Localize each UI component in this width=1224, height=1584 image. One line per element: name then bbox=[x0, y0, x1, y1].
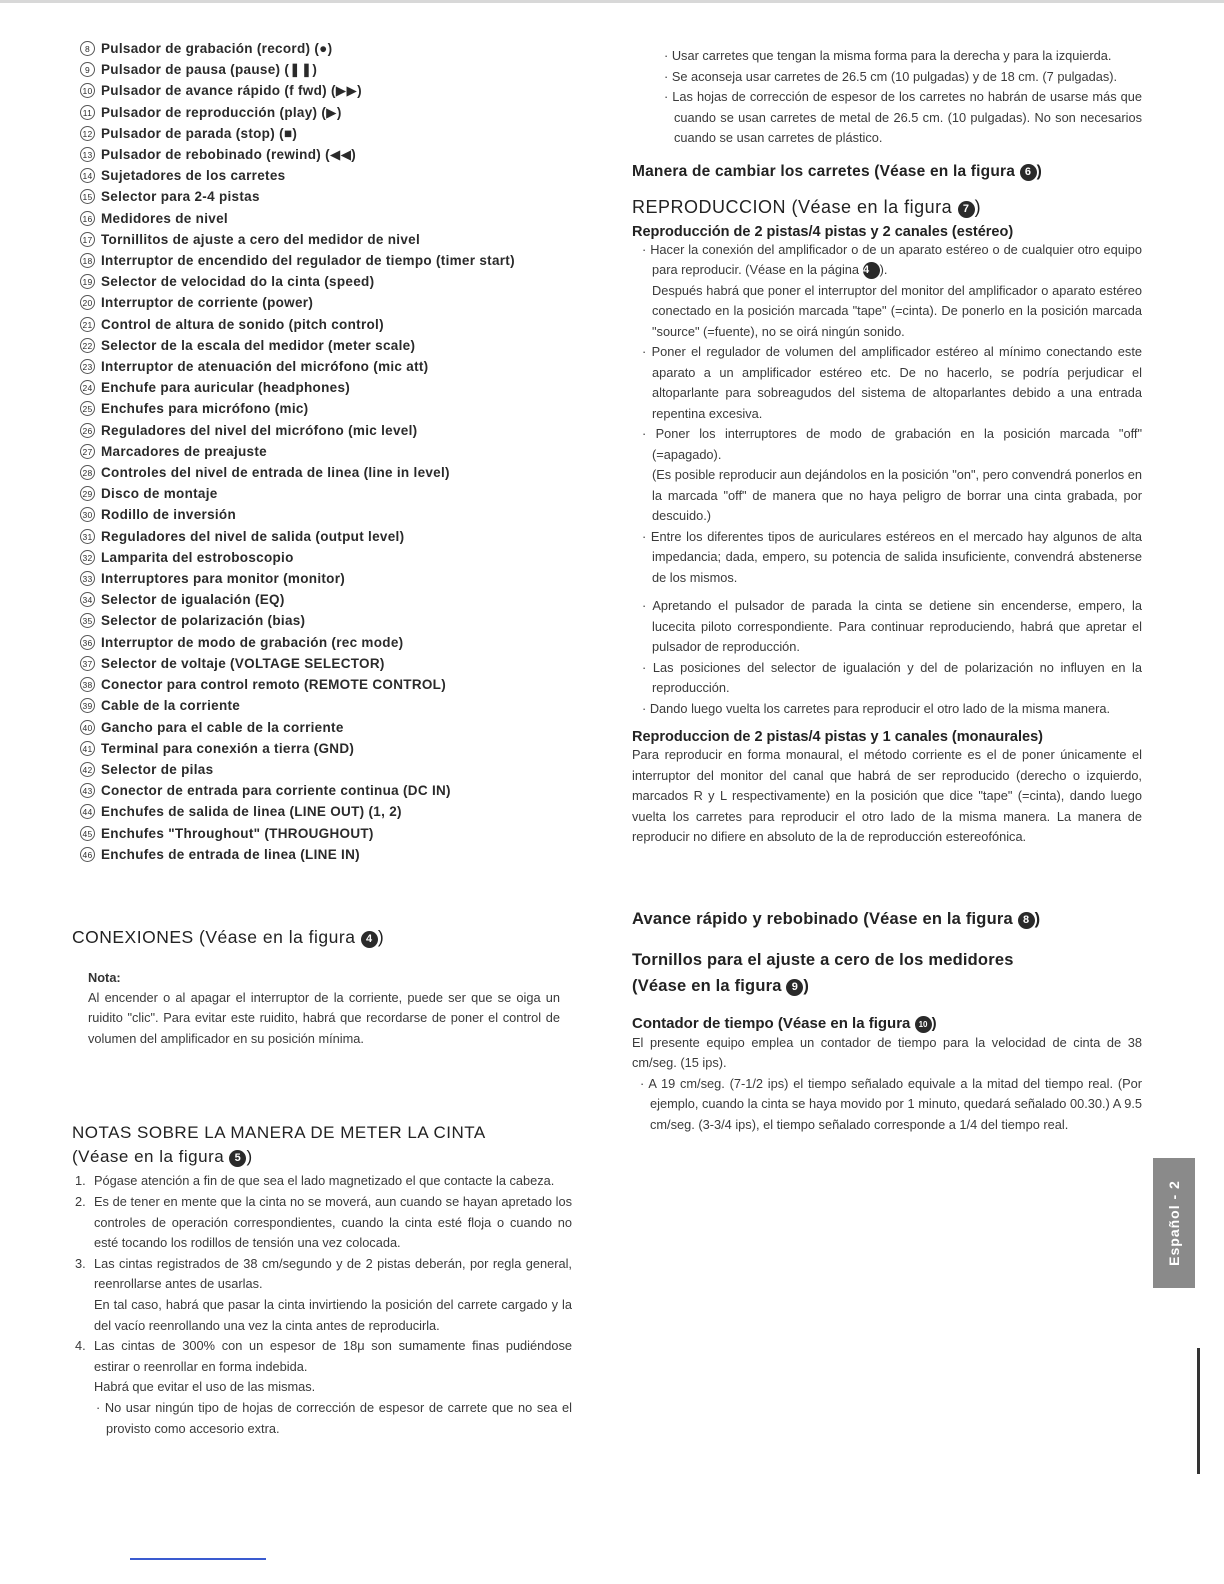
part-number-badge: 46 bbox=[80, 847, 95, 862]
part-item bbox=[80, 653, 572, 674]
part-label: Selector de polarización (bias) bbox=[101, 613, 306, 629]
nota-item bbox=[72, 1254, 572, 1336]
reproduccion-heading bbox=[632, 197, 1142, 218]
part-number-badge: 37 bbox=[80, 656, 95, 671]
stereo-bullet-3 bbox=[640, 424, 1142, 527]
part-label: Selector de la escala del medidor (meter scale) bbox=[101, 337, 416, 353]
part-number-badge: 16 bbox=[80, 211, 95, 226]
part-number-badge: 8 bbox=[80, 41, 95, 56]
nota-label: Nota: bbox=[88, 969, 121, 985]
nota-item bbox=[72, 1192, 572, 1254]
part-label: Conector de entrada para corriente continua (DC IN) bbox=[101, 783, 451, 799]
part-label: Enchufes "Throughout" (THROUGHOUT) bbox=[101, 825, 374, 841]
part-number-badge: 20 bbox=[80, 295, 95, 310]
part-item bbox=[80, 547, 572, 568]
part-number-badge: 41 bbox=[80, 741, 95, 756]
contador-bullets bbox=[638, 1074, 1142, 1136]
part-number-badge: 21 bbox=[80, 317, 95, 332]
part-label: Interruptor de modo de grabación (rec mode) bbox=[101, 634, 404, 650]
nota-sub-bullet: · No usar ningún tipo de hojas de corrección de espesor de carrete que no sea el provisto como accesorio extra. bbox=[96, 1399, 572, 1436]
part-label: Interruptor de corriente (power) bbox=[101, 295, 314, 311]
part-number-badge: 19 bbox=[80, 274, 95, 289]
part-number-badge: 11 bbox=[80, 105, 95, 120]
part-item bbox=[80, 208, 572, 229]
part-label: Enchufes para micrófono (mic) bbox=[101, 401, 309, 417]
stereo-bullets bbox=[640, 240, 1142, 720]
figure-6-badge: 6 bbox=[1020, 164, 1037, 181]
stereo-bullet-3-text: · Poner los interruptores de modo de grabación en la posición marcada "off" (=apagado). bbox=[642, 426, 1142, 462]
part-item bbox=[80, 674, 572, 695]
part-label: Selector de voltaje (VOLTAGE SELECTOR) bbox=[101, 655, 385, 671]
part-label: Conector para control remoto (REMOTE CONTROL) bbox=[101, 677, 447, 693]
figure-7-badge: 7 bbox=[958, 201, 975, 218]
conexiones-section bbox=[72, 927, 572, 1050]
part-number-badge: 23 bbox=[80, 359, 95, 374]
part-label: Pulsador de parada (stop) (■) bbox=[101, 125, 298, 141]
part-item bbox=[80, 80, 572, 101]
parts-list bbox=[80, 38, 572, 865]
part-item bbox=[80, 186, 572, 207]
part-item bbox=[80, 844, 572, 865]
part-label: Pulsador de avance rápido (f fwd) (▶▶) bbox=[101, 83, 362, 99]
language-side-tab bbox=[1153, 1158, 1195, 1288]
part-item bbox=[80, 801, 572, 822]
nota-item bbox=[72, 1336, 572, 1439]
part-item bbox=[80, 229, 572, 250]
stereo-bullet-2: · Poner el regulador de volumen del amplificador estéreo al mínimo conectando este aparato a un amplificador estéreo etc. De no hacerlo, se podría perjudicar el altoparlante para sobreagudos del sistema de altoparlantes debido a una entrada repentina excesiva. bbox=[642, 344, 1142, 421]
reel-bullet: · Usar carretes que tengan la misma forma para la derecha y para la izquierda. bbox=[664, 48, 1112, 63]
tornillos-title-close: ) bbox=[803, 976, 810, 995]
part-item bbox=[80, 504, 572, 525]
tornillos-heading bbox=[632, 947, 1142, 999]
avance-heading bbox=[632, 910, 1142, 929]
part-label: Pulsador de rebobinado (rewind) (◀◀) bbox=[101, 147, 357, 163]
figure-10-badge: 10 bbox=[915, 1016, 932, 1033]
part-number-badge: 35 bbox=[80, 613, 95, 628]
right-column bbox=[632, 46, 1142, 1135]
part-number-badge: 25 bbox=[80, 401, 95, 416]
part-item bbox=[80, 483, 572, 504]
part-label: Disco de montaje bbox=[101, 486, 218, 502]
nota-extra: Habrá que evitar el uso de las mismas. bbox=[94, 1379, 316, 1395]
part-number-badge: 29 bbox=[80, 486, 95, 501]
part-item bbox=[80, 568, 572, 589]
part-label: Pulsador de reproducción (play) (▶) bbox=[101, 104, 342, 120]
nota-text: Las cintas de 300% con un espesor de 18μ son sumamente finas pudiéndose estirar o reenrollar en forma indebida. bbox=[94, 1338, 572, 1374]
reproduccion-title: REPRODUCCION (Véase en la figura bbox=[632, 196, 953, 217]
part-label: Enchufes de salida de linea (LINE OUT) (1, 2) bbox=[101, 804, 402, 820]
notas-heading-line2 bbox=[72, 1147, 572, 1167]
part-label: Reguladores del nivel de salida (output level) bbox=[101, 528, 405, 544]
reel-bullet: · Las hojas de corrección de espesor de los carretes no habrán de usarse más que cuando se usan carretes de metal de 26.5 cm. (10 pulgadas). No son necesarios cuando se usan carretes de plástico. bbox=[664, 89, 1142, 145]
part-item bbox=[80, 759, 572, 780]
part-item bbox=[80, 738, 572, 759]
stereo-bullet-1-text: · Hacer la conexión del amplificador o de un aparato estéreo o de cualquier otro equipo para reproducir. (Véase en la página bbox=[642, 241, 1142, 277]
part-number-badge: 33 bbox=[80, 571, 95, 586]
notas-heading-figure-text: (Véase en la figura bbox=[72, 1147, 225, 1167]
part-item bbox=[80, 59, 572, 80]
cambiar-title-close: ) bbox=[1036, 162, 1042, 180]
conexiones-title-close: ) bbox=[377, 926, 385, 947]
reel-bullets bbox=[632, 46, 1142, 149]
mono-text: Para reproducir en forma monaural, el método corriente es el de poner únicamente el interruptor del monitor del canal que habrá de ser reproducido (derecho o izquierdo, marcados R y L respectivamente) en la posición que dice "tape" (=cinta), dando luego vuelta los carretes para reproducir el otro lado de la misma manera. La manera de reproducir no difiere en absoluto de la de reproducción estereofónica. bbox=[632, 747, 1142, 844]
stereo-subheading: Reproducción de 2 pistas/4 pistas y 2 canales (estéreo) bbox=[632, 223, 1014, 240]
notas-list bbox=[72, 1171, 572, 1439]
contador-bullet: · A 19 cm/seg. (7-1/2 ips) el tiempo señalado equivale a la mitad del tiempo real. (Por ejemplo, cuando la cinta se haya movido por 1 minuto, quedará señalado 00.30.) A 9.5 cm/seg. (3-3/4 ips), el tiempo señalado corresponde a 1/4 del tiempo real. bbox=[640, 1075, 1142, 1132]
part-item bbox=[80, 610, 572, 631]
part-label: Control de altura de sonido (pitch control) bbox=[101, 316, 384, 332]
part-label: Interruptor de atenuación del micrófono (mic att) bbox=[101, 359, 429, 375]
part-item bbox=[80, 144, 572, 165]
part-number-badge: 39 bbox=[80, 698, 95, 713]
figure-4-badge: 4 bbox=[361, 931, 378, 948]
contador-title: Contador de tiempo (Véase en la figura bbox=[632, 1014, 911, 1032]
tornillos-title-line1: Tornillos para el ajuste a cero de los medidores bbox=[632, 950, 1014, 969]
part-label: Controles del nivel de entrada de linea (line in level) bbox=[101, 465, 450, 481]
stereo-bullet-7: · Dando luego vuelta los carretes para reproducir el otro lado de la misma manera. bbox=[642, 700, 1111, 716]
part-label: Marcadores de preajuste bbox=[101, 443, 267, 459]
part-item bbox=[80, 377, 572, 398]
notas-section bbox=[72, 1123, 572, 1439]
stereo-bullet-1 bbox=[640, 240, 1142, 343]
nota-number: 3. bbox=[75, 1255, 86, 1271]
nota-item bbox=[72, 1171, 572, 1192]
part-label: Selector de pilas bbox=[101, 761, 214, 777]
part-item bbox=[80, 526, 572, 547]
stereo-bullet-5: · Apretando el pulsador de parada la cinta se detiene sin encenderse, empero, la lucecita piloto correspondiente. Para continuar reproduciendo, habrá que apretar el pulsador de reproducción. bbox=[642, 598, 1142, 654]
part-number-badge: 24 bbox=[80, 380, 95, 395]
part-number-badge: 27 bbox=[80, 444, 95, 459]
nota-text: Las cintas registrados de 38 cm/segundo y de 2 pistas deberán, por regla general, reenrollarse antes de usarlas. bbox=[94, 1255, 572, 1292]
part-number-badge: 45 bbox=[80, 826, 95, 841]
part-label: Selector de velocidad do la cinta (speed) bbox=[101, 274, 375, 290]
stereo-bullet-1-end: ). bbox=[879, 262, 888, 277]
part-item bbox=[80, 123, 572, 144]
footer-rule bbox=[130, 1558, 266, 1560]
part-number-badge: 42 bbox=[80, 762, 95, 777]
mono-subheading: Reproduccion de 2 pistas/4 pistas y 1 canales (monaurales) bbox=[632, 729, 1043, 745]
nota-number: 2. bbox=[75, 1194, 86, 1210]
part-label: Cable de la corriente bbox=[101, 698, 241, 714]
part-item bbox=[80, 356, 572, 377]
part-number-badge: 13 bbox=[80, 147, 95, 162]
figure-5-badge: 5 bbox=[229, 1150, 246, 1167]
part-number-badge: 43 bbox=[80, 783, 95, 798]
part-item bbox=[80, 695, 572, 716]
avance-title: Avance rápido y rebobinado (Véase en la figura bbox=[632, 909, 1013, 928]
part-number-badge: 18 bbox=[80, 253, 95, 268]
part-item bbox=[80, 441, 572, 462]
nota-text: Pógase atención a fin de que sea el lado magnetizado el que contacte la cabeza. bbox=[94, 1173, 555, 1189]
part-label: Medidores de nivel bbox=[101, 210, 228, 226]
edge-marker bbox=[1197, 1348, 1200, 1474]
part-number-badge: 31 bbox=[80, 529, 95, 544]
stereo-bullet-4: · Entre los diferentes tipos de auriculares estéreos en el mercado hay algunos de alta impedancia; dada, empero, su potencia de salida insuficiente, convendrá abstenerse de los mismos. bbox=[642, 528, 1142, 585]
nota-text: Al encender o al apagar el interruptor de la corriente, puede ser que se oiga un ruidito "clic". Para evitar este ruidito, habrá que recordarse de poner el control de volumen del amplificador en su posición mínima. bbox=[88, 989, 560, 1046]
cambiar-heading bbox=[632, 163, 1142, 181]
part-number-badge: 10 bbox=[80, 83, 95, 98]
part-number-badge: 38 bbox=[80, 677, 95, 692]
part-number-badge: 30 bbox=[80, 507, 95, 522]
part-item bbox=[80, 632, 572, 653]
part-label: Tornillitos de ajuste a cero del medidor de nivel bbox=[101, 231, 421, 247]
part-label: Sujetadores de los carretes bbox=[101, 168, 286, 184]
stereo-bullet-3-note: (Es posible reproducir aun dejándolos en la posición "on", pero convendrá ponerlos en la marcada "off" de manera que no haya peligro de borrar una cinta grabada, por descuido.) bbox=[652, 467, 1142, 523]
notas-heading-line1: NOTAS SOBRE LA MANERA DE METER LA CINTA bbox=[72, 1123, 486, 1143]
part-number-badge: 34 bbox=[80, 592, 95, 607]
nota-number: 1. bbox=[75, 1173, 86, 1189]
part-item bbox=[80, 102, 572, 123]
part-item bbox=[80, 292, 572, 313]
contador-text: El presente equipo emplea un contador de tiempo para la velocidad de cinta de 38 cm/seg. (15 ips). bbox=[632, 1034, 1142, 1070]
part-label: Interruptores para monitor (monitor) bbox=[101, 571, 346, 587]
part-label: Lamparita del estroboscopio bbox=[101, 549, 294, 565]
part-label: Interruptor de encendido del regulador de tiempo (timer start) bbox=[101, 253, 515, 269]
part-number-badge: 32 bbox=[80, 550, 95, 565]
contador-title-close: ) bbox=[931, 1014, 937, 1032]
part-number-badge: 26 bbox=[80, 423, 95, 438]
part-item bbox=[80, 462, 572, 483]
part-label: Enchufes de entrada de linea (LINE IN) bbox=[101, 846, 360, 862]
reel-bullet: · Se aconseja usar carretes de 26.5 cm (10 pulgadas) y de 18 cm. (7 pulgadas). bbox=[664, 68, 1118, 84]
top-rule bbox=[0, 0, 1224, 3]
part-item bbox=[80, 38, 572, 59]
part-label: Pulsador de pausa (pause) (❚❚) bbox=[101, 62, 318, 78]
part-item bbox=[80, 823, 572, 844]
part-item bbox=[80, 589, 572, 610]
part-item bbox=[80, 165, 572, 186]
part-label: Enchufe para auricular (headphones) bbox=[101, 380, 351, 396]
part-item bbox=[80, 780, 572, 801]
language-side-tab-label: Español - 2 bbox=[1166, 1180, 1182, 1266]
figure-9-badge: 9 bbox=[786, 979, 803, 996]
nota-text: Es de tener en mente que la cinta no se moverá, aun cuando se hayan apretado los controles de operación correspondientes, cuando la cinta esté floja o cuando no esté tocando los rodillos de tensión una vez colocada. bbox=[94, 1194, 572, 1251]
part-label: Selector para 2-4 pistas bbox=[101, 189, 260, 205]
conexiones-title: CONEXIONES (Véase en la figura bbox=[72, 926, 356, 947]
part-item bbox=[80, 420, 572, 441]
part-number-badge: 40 bbox=[80, 720, 95, 735]
contador-heading bbox=[632, 1015, 1142, 1033]
part-number-badge: 36 bbox=[80, 635, 95, 650]
part-number-badge: 12 bbox=[80, 126, 95, 141]
conexiones-heading bbox=[72, 927, 572, 948]
part-number-badge: 44 bbox=[80, 804, 95, 819]
nota-extra: En tal caso, habrá que pasar la cinta invirtiendo la posición del carrete cargado y la del vacío reenrollando una vez la cinta antes de reproducirla. bbox=[94, 1296, 572, 1333]
part-item bbox=[80, 250, 572, 271]
part-item bbox=[80, 717, 572, 738]
cambiar-title: Manera de cambiar los carretes (Véase en la figura bbox=[632, 162, 1016, 180]
part-label: Selector de igualación (EQ) bbox=[101, 592, 285, 608]
part-label: Pulsador de grabación (record) (●) bbox=[101, 41, 333, 56]
part-label: Reguladores del nivel del micrófono (mic level) bbox=[101, 422, 418, 438]
part-label: Gancho para el cable de la corriente bbox=[101, 719, 344, 735]
part-number-badge: 22 bbox=[80, 338, 95, 353]
notas-heading-close: ) bbox=[246, 1147, 253, 1167]
stereo-bullet-6: · Las posiciones del selector de igualación y del de polarización no influyen en la reproducción. bbox=[642, 659, 1142, 695]
figure-8-badge: 8 bbox=[1018, 912, 1035, 929]
stereo-bullet-1-note: Después habrá que poner el interruptor del monitor del amplificador o aparato estéreo conectado en la posición marcada "tape" (=cinta). De ponerlo en la posición marcada "source" (=fuente), no se oirá ningún sonido. bbox=[652, 282, 1142, 339]
part-number-badge: 28 bbox=[80, 465, 95, 480]
part-number-badge: 17 bbox=[80, 232, 95, 247]
part-number-badge: 14 bbox=[80, 168, 95, 183]
part-label: Rodillo de inversión bbox=[101, 507, 237, 523]
avance-title-close: ) bbox=[1034, 909, 1041, 928]
part-label: Terminal para conexión a tierra (GND) bbox=[101, 740, 355, 756]
part-item bbox=[80, 398, 572, 419]
tornillos-title-line2: (Véase en la figura bbox=[632, 976, 782, 995]
figure-4-ref-badge: 4 bbox=[863, 262, 880, 279]
part-item bbox=[80, 335, 572, 356]
part-item bbox=[80, 314, 572, 335]
part-number-badge: 9 bbox=[80, 62, 95, 77]
reproduccion-title-close: ) bbox=[974, 196, 982, 217]
part-item bbox=[80, 271, 572, 292]
left-column bbox=[72, 38, 572, 1439]
part-number-badge: 15 bbox=[80, 189, 95, 204]
nota-number: 4. bbox=[75, 1338, 86, 1354]
